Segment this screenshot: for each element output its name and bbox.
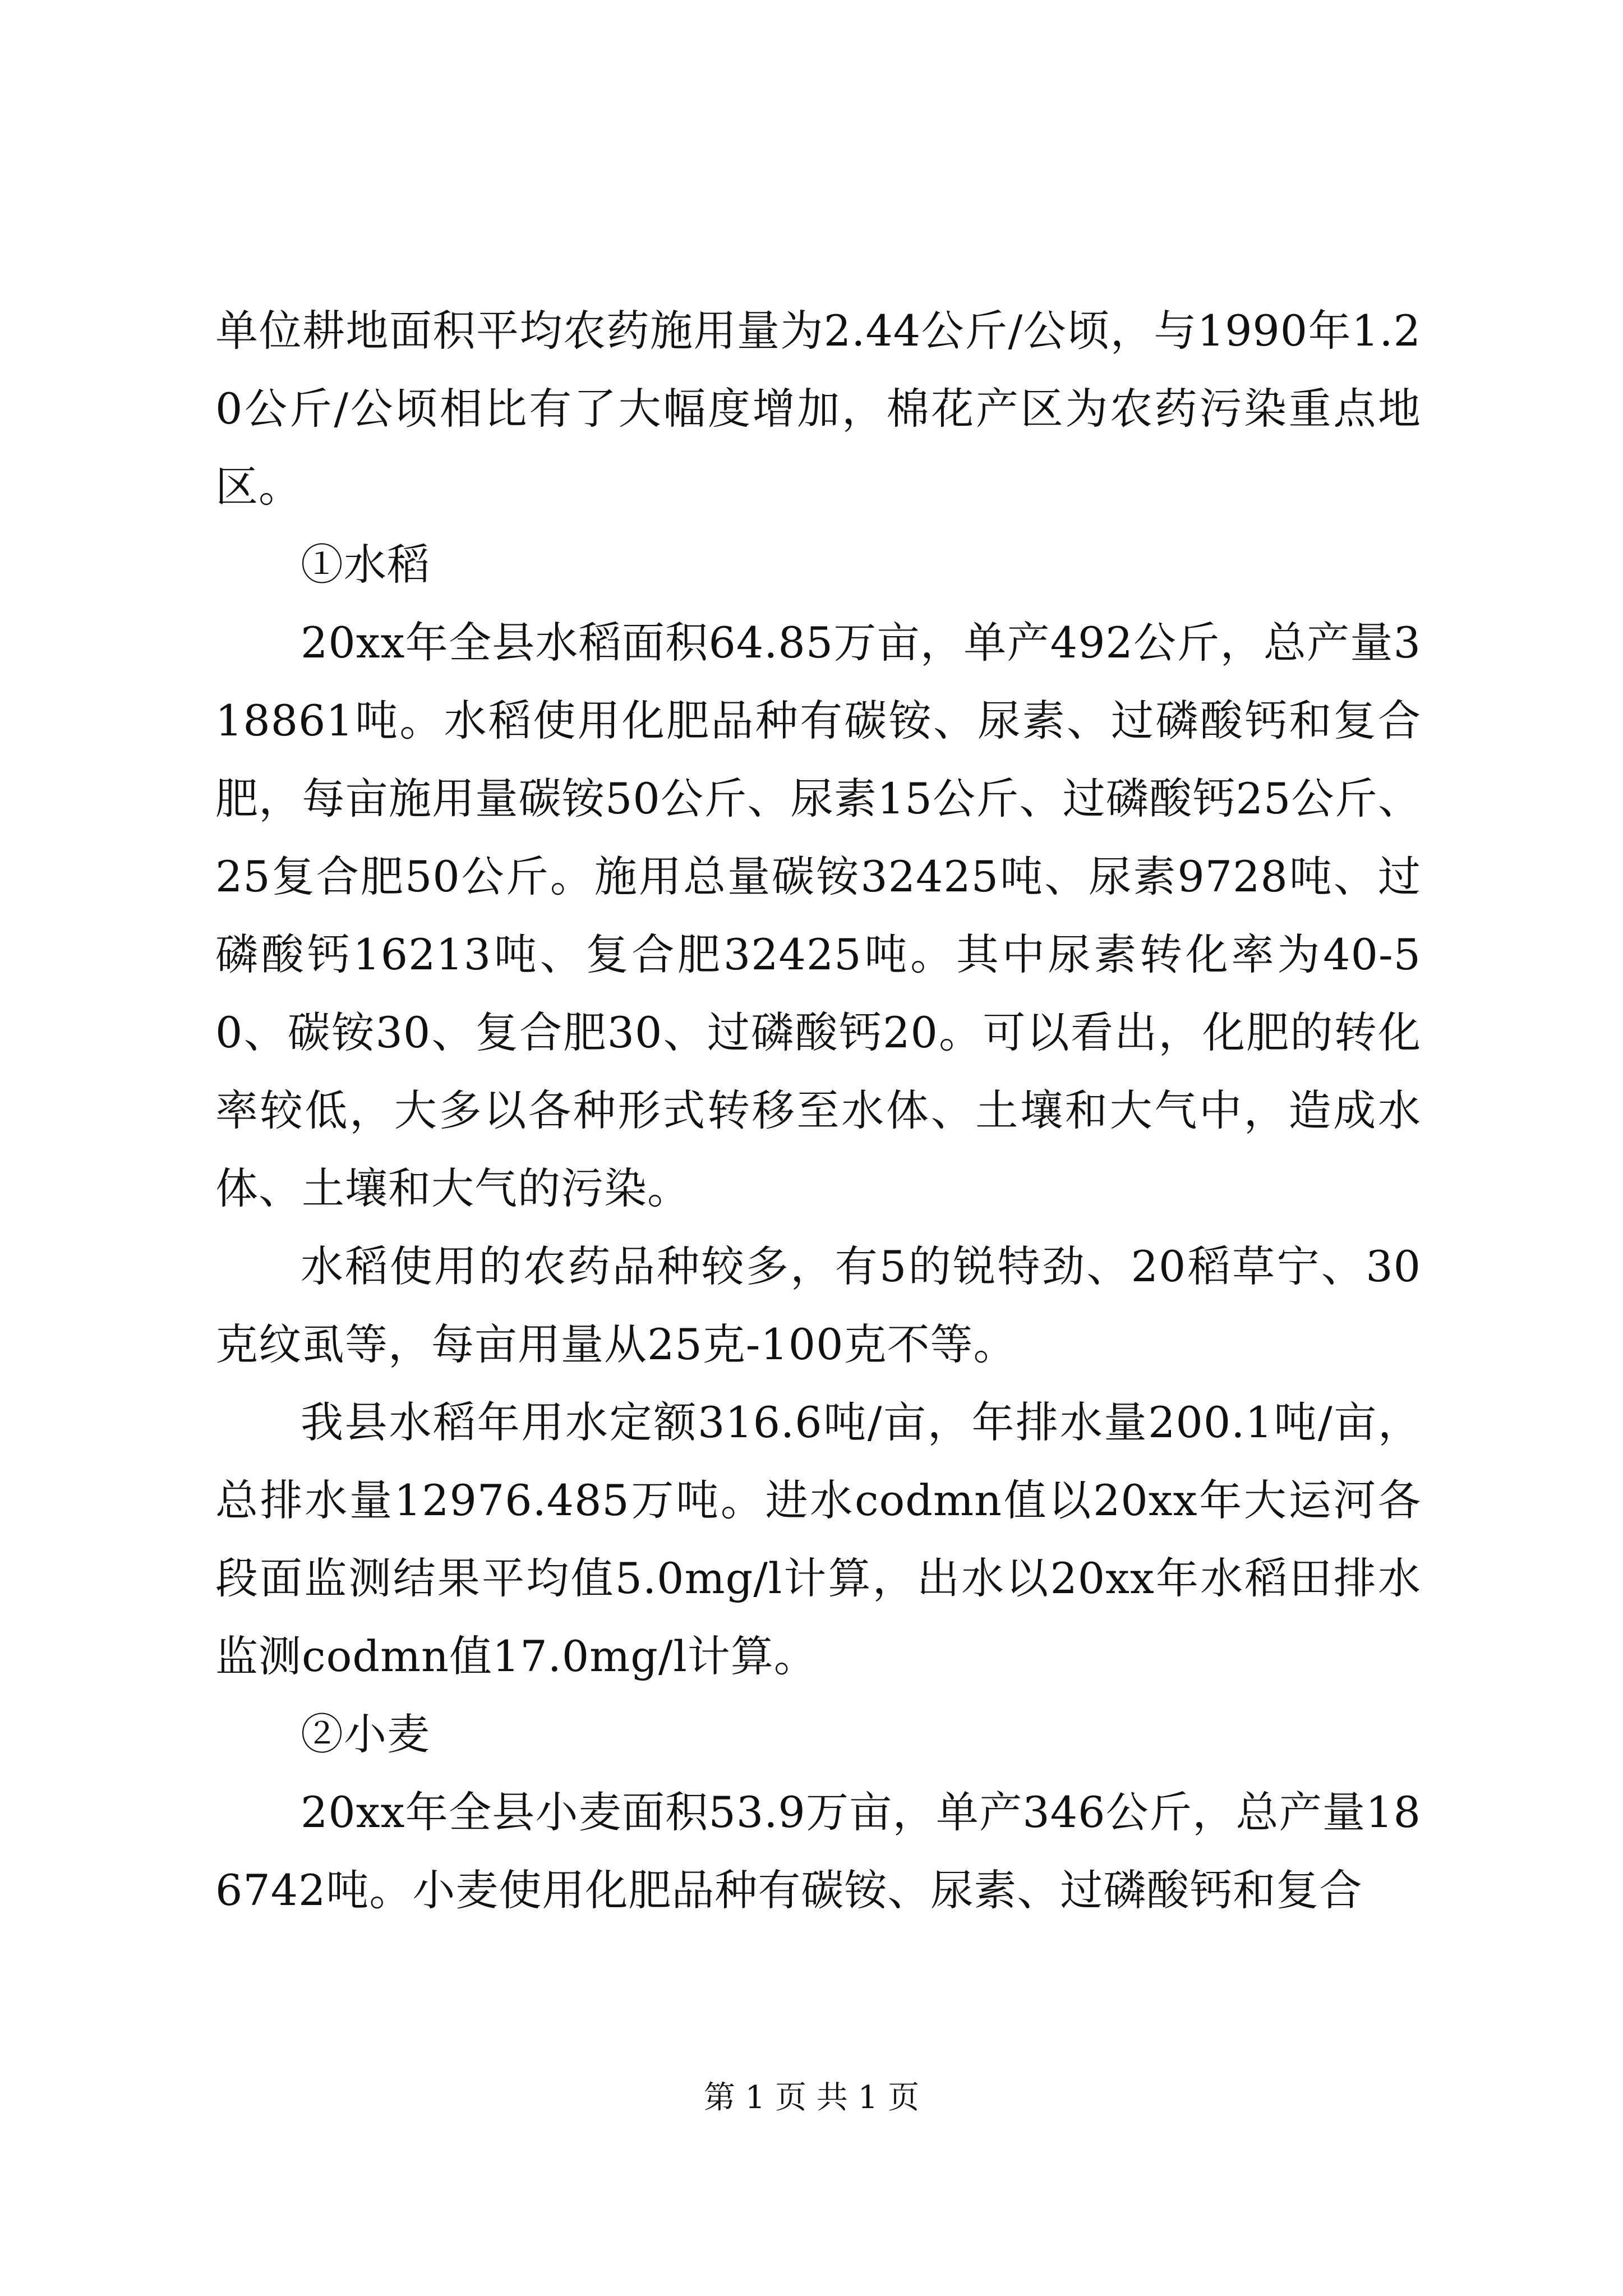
section-heading-wheat: ②小麦	[301, 1709, 430, 1759]
paragraph-rice-pesticide: 水稻使用的农药品种较多，有5的锐特劲、20稻草宁、30克纹虱等，每亩用量从25克-100克不等。	[215, 1241, 1421, 1369]
document-body	[215, 292, 1421, 1929]
paragraph-rice-fertilizer: 20xx年全县水稻面积64.85万亩，单产492公斤，总产量318861吨。水稻使用化肥品种有碳铵、尿素、过磷酸钙和复合肥，每亩施用量碳铵50公斤、尿素15公斤、过磷酸钙25公斤、25复合肥50公斤。施用总量碳铵32425吨、尿素9728吨、过磷酸钙16213吨、复合肥32425吨。其中尿素转化率为40-50、碳铵30、复合肥30、过磷酸钙20。可以看出，化肥的转化率较低，大多以各种形式转移至水体、土壤和大气中，造成水体、土壤和大气的污染。	[215, 618, 1421, 1213]
paragraph-wheat-fertilizer: 20xx年全县小麦面积53.9万亩，单产346公斤，总产量186742吨。小麦使用化肥品种有碳铵、尿素、过磷酸钙和复合	[215, 1787, 1421, 1915]
paragraph-pesticide-summary: 单位耕地面积平均农药施用量为2.44公斤/公顷，与1990年1.20公斤/公顷相比有了大幅度增加，棉花产区为农药污染重点地区。	[215, 306, 1421, 512]
paragraph-rice-water: 我县水稻年用水定额316.6吨/亩，年排水量200.1吨/亩，总排水量12976.485万吨。进水codmn值以20xx年大运河各段面监测结果平均值5.0mg/l计算，出水以20xx年水稻田排水监测codmn值17.0mg/l计算。	[215, 1397, 1421, 1681]
page-footer: 第 1 页 共 1 页	[703, 2079, 920, 2116]
section-heading-rice: ①水稻	[301, 540, 430, 590]
